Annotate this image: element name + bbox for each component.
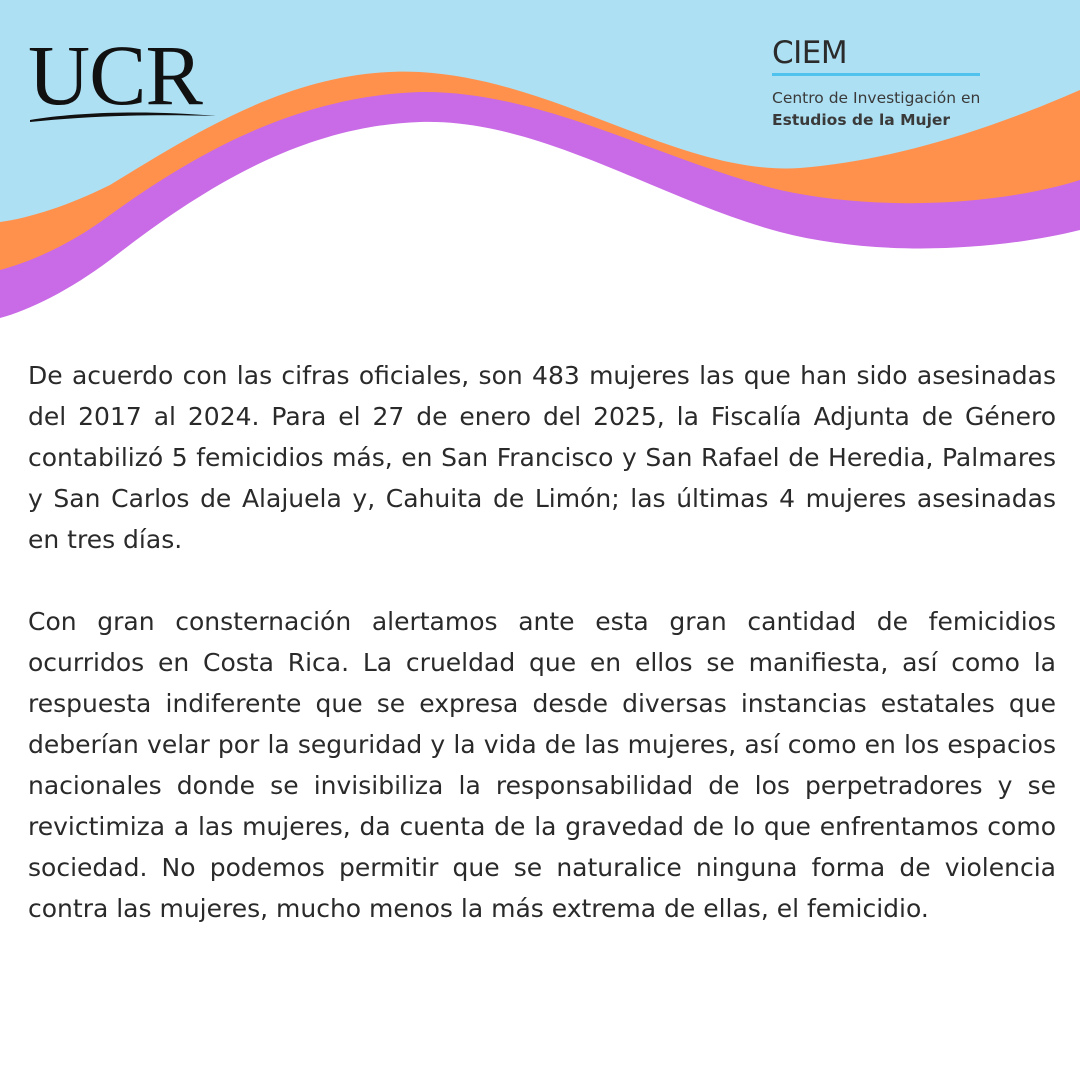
statement-body	[28, 355, 1056, 929]
ucr-logo	[28, 27, 228, 130]
paragraph-statement: Con gran consternación alertamos ante esta gran cantidad de femicidios ocurridos en Costa Rica. La crueldad que en ellos se manifiesta, así como la respuesta indiferente que se expresa desde diversas instancias estatales que deberían velar por la seguridad y la vida de las mujeres, así como en los espacios nacionales donde se invisibiliza la responsabilidad de los perpetradores y se revictimiza a las mujeres, da cuenta de la gravedad de lo que enfrentamos como sociedad. No podemos permitir que se naturalice ninguna forma de violencia contra las mujeres, mucho menos la más extrema de ellas, el femicidio.	[28, 607, 1056, 923]
ucr-logo-text: UCR	[28, 27, 202, 123]
ciem-name-line2: Estudios de la Mujer	[772, 111, 951, 129]
ciem-acronym: CIEM	[772, 35, 848, 71]
ucr-swoosh-icon	[28, 106, 218, 126]
ciem-divider	[772, 73, 980, 76]
ciem-logo	[772, 34, 992, 134]
ciem-name-line1: Centro de Investigación en	[772, 89, 981, 107]
paragraph-statistics: De acuerdo con las cifras oficiales, son 483 mujeres las que han sido asesinadas del 2017 al 2024. Para el 27 de enero del 2025, la Fiscalía Adjunta de Género contabilizó 5 femicidios más, en San Francisco y San Rafael de Heredia, Palmares y San Carlos de Alajuela y, Cahuita de Limón; las últimas 4 mujeres asesinadas en tres días.	[28, 361, 1056, 554]
